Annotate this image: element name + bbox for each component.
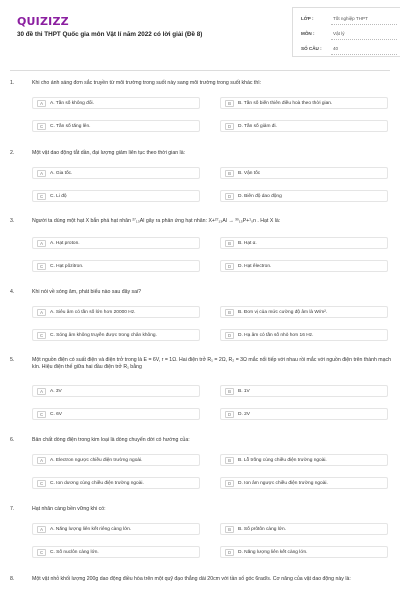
option-text: A. Electron ngược chiều điện trường ngoài. xyxy=(50,458,143,463)
option-text: D. 2V xyxy=(238,412,250,417)
option-letter: C xyxy=(37,549,46,556)
option-letter: D xyxy=(225,332,234,339)
option-text: B. 1V xyxy=(238,389,250,394)
info-value: Vật lý xyxy=(333,31,345,36)
question-number: 6. xyxy=(10,437,15,443)
option-letter: D xyxy=(225,123,234,130)
option-letter: B xyxy=(225,309,234,316)
info-box xyxy=(292,7,400,57)
option-letter: A xyxy=(37,309,46,316)
header-divider xyxy=(10,70,390,71)
option-letter: B xyxy=(225,457,234,464)
option-a[interactable] xyxy=(32,306,200,318)
question-text: Khi cho ánh sáng đơn sắc truyền từ môi trường trong suốt này sang môi trường trong suốt khác thì: xyxy=(32,80,262,86)
option-letter: C xyxy=(37,411,46,418)
option-text: D. Biên độ dao động xyxy=(238,194,282,199)
option-text: C. Li độ xyxy=(50,194,67,199)
option-letter: D xyxy=(225,549,234,556)
question-text: Khi nói về sóng âm, phát biểu nào sau đây sai? xyxy=(32,289,142,295)
option-b[interactable] xyxy=(220,306,388,318)
info-row-count xyxy=(301,42,397,56)
option-letter: C xyxy=(37,123,46,130)
question-number: 3. xyxy=(10,218,15,224)
question-8 xyxy=(10,576,390,598)
info-divider xyxy=(331,39,397,40)
info-row-class xyxy=(301,12,397,26)
option-c[interactable] xyxy=(32,408,200,420)
option-text: B. Lỗ trống cùng chiều điện trường ngoài. xyxy=(238,458,327,463)
option-letter: C xyxy=(37,193,46,200)
option-d[interactable] xyxy=(220,260,388,272)
question-5 xyxy=(10,357,390,427)
option-text: B. Số prôtôn càng lớn. xyxy=(238,527,286,532)
option-text: C. Tần số tăng lên. xyxy=(50,124,91,129)
option-letter: B xyxy=(225,388,234,395)
question-number: 4. xyxy=(10,289,15,295)
option-b[interactable] xyxy=(220,97,388,109)
option-a[interactable] xyxy=(32,237,200,249)
option-d[interactable] xyxy=(220,477,388,489)
question-number: 7. xyxy=(10,506,15,512)
question-4 xyxy=(10,289,390,349)
option-b[interactable] xyxy=(220,523,388,535)
option-d[interactable] xyxy=(220,190,388,202)
option-letter: C xyxy=(37,480,46,487)
option-text: C. Sóng âm không truyền được trong chân không. xyxy=(50,333,157,338)
question-text: Một vật dao động tắt dần, đại lượng giảm liên tục theo thời gian là: xyxy=(32,150,186,156)
option-c[interactable] xyxy=(32,546,200,558)
option-letter: C xyxy=(37,263,46,270)
question-text: Bản chất dòng điện trong kim loại là dòng chuyển dời có hướng của: xyxy=(32,437,190,443)
option-b[interactable] xyxy=(220,237,388,249)
info-divider xyxy=(331,24,397,25)
option-letter: D xyxy=(225,263,234,270)
option-b[interactable] xyxy=(220,454,388,466)
question-1 xyxy=(10,80,390,140)
option-d[interactable] xyxy=(220,329,388,341)
info-label: SỐ CÂU : xyxy=(301,46,322,51)
option-a[interactable] xyxy=(32,97,200,109)
question-number: 2. xyxy=(10,150,15,156)
option-letter: A xyxy=(37,388,46,395)
worksheet-header xyxy=(10,7,390,65)
option-text: A. Tần số không đổi. xyxy=(50,101,94,106)
option-c[interactable] xyxy=(32,260,200,272)
option-c[interactable] xyxy=(32,190,200,202)
quizizz-logo: QUIZIZZ xyxy=(17,15,69,28)
option-text: D. Năng lượng liên kết càng lớn. xyxy=(238,550,308,555)
option-a[interactable] xyxy=(32,385,200,397)
info-value: Tốt nghiệp THPT xyxy=(333,16,368,21)
question-text: Người ta dùng một hạt X bắn phá hạt nhân ²⁷₁₃Al gây ra phản ứng hạt nhân: X+²⁷₁₃Al → ³⁰₁₅P+¹₀n . Hạt X là: xyxy=(32,218,281,224)
info-divider xyxy=(331,54,397,55)
question-2 xyxy=(10,150,390,210)
option-text: A. Năng lượng liên kết riêng càng lớn. xyxy=(50,527,132,532)
option-letter: D xyxy=(225,411,234,418)
worksheet-title: 30 đề thi THPT Quốc gia môn Vật lí năm 2022 có lời giải (Đề 8) xyxy=(17,31,203,38)
option-letter: A xyxy=(37,457,46,464)
question-6 xyxy=(10,437,390,497)
question-text: Hạt nhân càng bền vững khi có: xyxy=(32,506,106,512)
option-letter: C xyxy=(37,332,46,339)
option-c[interactable] xyxy=(32,477,200,489)
option-a[interactable] xyxy=(32,454,200,466)
option-text: D. Hạ âm có tần số nhỏ hơn 16 Hz. xyxy=(238,333,314,338)
option-text: C. 6V xyxy=(50,412,62,417)
question-text: Một vật nhỏ khối lượng 200g dao động điều hòa trên một quỹ đạo thẳng dài 20cm với tần số góc 6rad/s. Cơ năng của vật dao động này là: xyxy=(32,576,351,582)
info-value: 40 xyxy=(333,46,339,51)
option-letter: B xyxy=(225,100,234,107)
option-text: A. Gia tốc. xyxy=(50,171,73,176)
option-c[interactable] xyxy=(32,120,200,132)
option-letter: A xyxy=(37,170,46,177)
info-label: LỚP : xyxy=(301,16,314,21)
option-text: A. 3V xyxy=(50,389,62,394)
question-number: 1. xyxy=(10,80,15,86)
option-a[interactable] xyxy=(32,167,200,179)
option-letter: B xyxy=(225,170,234,177)
option-letter: A xyxy=(37,100,46,107)
info-row-subject xyxy=(301,27,397,41)
question-text: Một nguồn điện có suất điện và điện trở trong là E = 6V, r = 1Ω. Hai điện trở R₁ = 2Ω, R₂ = 3Ω mắc nối tiếp với nhau rồi mắc với nguồn điện trên thành mạch kín. Hiệu điện thế giữa hai đầu điện trở R₁ bằng xyxy=(32,357,391,370)
question-number: 8. xyxy=(10,576,15,582)
option-d[interactable] xyxy=(220,120,388,132)
option-letter: D xyxy=(225,193,234,200)
option-text: C. Hạt pôzitron. xyxy=(50,264,84,269)
option-d[interactable] xyxy=(220,408,388,420)
option-text: D. Ion âm ngược chiều điện trường ngoài. xyxy=(238,481,328,486)
option-text: B. Hạt α. xyxy=(238,241,257,246)
option-b[interactable] xyxy=(220,167,388,179)
option-letter: A xyxy=(37,240,46,247)
option-letter: D xyxy=(225,480,234,487)
option-text: C. Số nuclôn càng lớn. xyxy=(50,550,99,555)
option-text: A. Siêu âm có tần số lớn hơn 20000 Hz. xyxy=(50,310,136,315)
option-text: A. Hạt proton. xyxy=(50,241,80,246)
option-c[interactable] xyxy=(32,329,200,341)
question-3 xyxy=(10,218,390,280)
option-letter: B xyxy=(225,240,234,247)
option-b[interactable] xyxy=(220,385,388,397)
option-a[interactable] xyxy=(32,523,200,535)
option-text: C. Ion dương cùng chiều điện trường ngoài. xyxy=(50,481,144,486)
question-number: 5. xyxy=(10,357,15,363)
option-text: D. Hạt êlectron. xyxy=(238,264,272,269)
option-text: B. Tần số biến thiên điều hoà theo thời gian. xyxy=(238,101,333,106)
option-letter: B xyxy=(225,526,234,533)
option-text: B. Vận tốc xyxy=(238,171,261,176)
option-text: B. Đơn vị của mức cường độ âm là W/m². xyxy=(238,310,328,315)
info-label: MÔN : xyxy=(301,31,315,36)
question-7 xyxy=(10,506,390,566)
option-d[interactable] xyxy=(220,546,388,558)
option-text: D. Tần số giảm đi. xyxy=(238,124,277,129)
option-letter: A xyxy=(37,526,46,533)
